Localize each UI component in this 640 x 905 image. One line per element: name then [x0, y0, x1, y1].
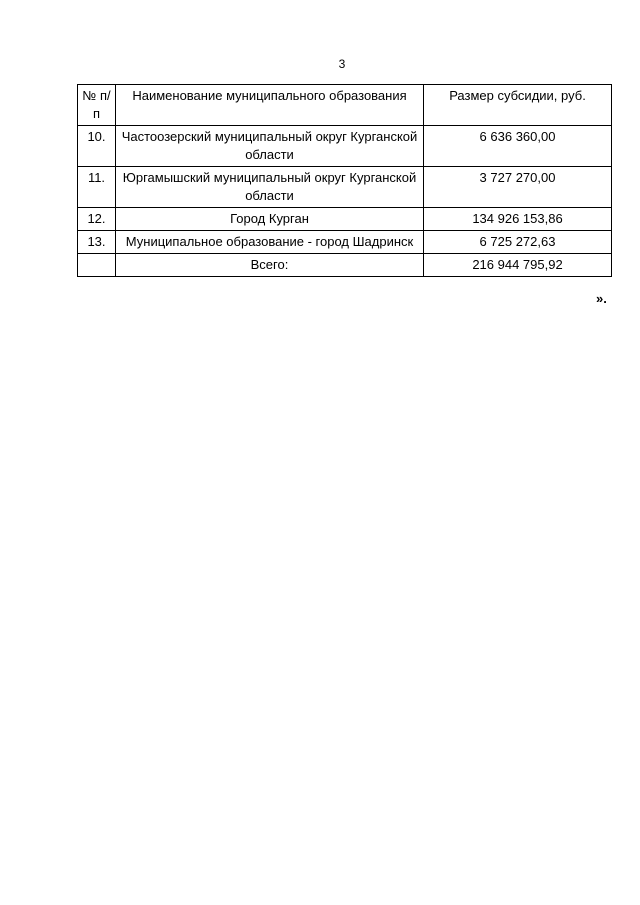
row-subsidy-amount: 3 727 270,00 [424, 167, 612, 208]
row-municipality-name: Город Курган [116, 208, 424, 231]
total-label: Всего: [116, 254, 424, 277]
row-subsidy-amount: 6 636 360,00 [424, 126, 612, 167]
row-number: 12. [78, 208, 116, 231]
table-row [78, 231, 612, 254]
page-number: 3 [338, 57, 346, 71]
table-row [78, 126, 612, 167]
row-number: 11. [78, 167, 116, 208]
total-row [78, 254, 612, 277]
row-number: 10. [78, 126, 116, 167]
row-number: 13. [78, 231, 116, 254]
header-subsidy-amount: Размер субсидии, руб. [424, 85, 612, 126]
subsidy-table [77, 84, 612, 277]
row-municipality-name: Частоозерский муниципальный округ Курганской области [116, 126, 424, 167]
row-subsidy-amount: 134 926 153,86 [424, 208, 612, 231]
header-number: № п/п [78, 85, 116, 126]
row-municipality-name: Муниципальное образование - город Шадринск [116, 231, 424, 254]
total-number [78, 254, 116, 277]
table-row [78, 208, 612, 231]
header-municipality-name: Наименование муниципального образования [116, 85, 424, 126]
row-municipality-name: Юргамышский муниципальный округ Курганской области [116, 167, 424, 208]
table-row [78, 167, 612, 208]
closing-quote-mark: ». [596, 291, 607, 306]
total-amount: 216 944 795,92 [424, 254, 612, 277]
table-header-row [78, 85, 612, 126]
row-subsidy-amount: 6 725 272,63 [424, 231, 612, 254]
